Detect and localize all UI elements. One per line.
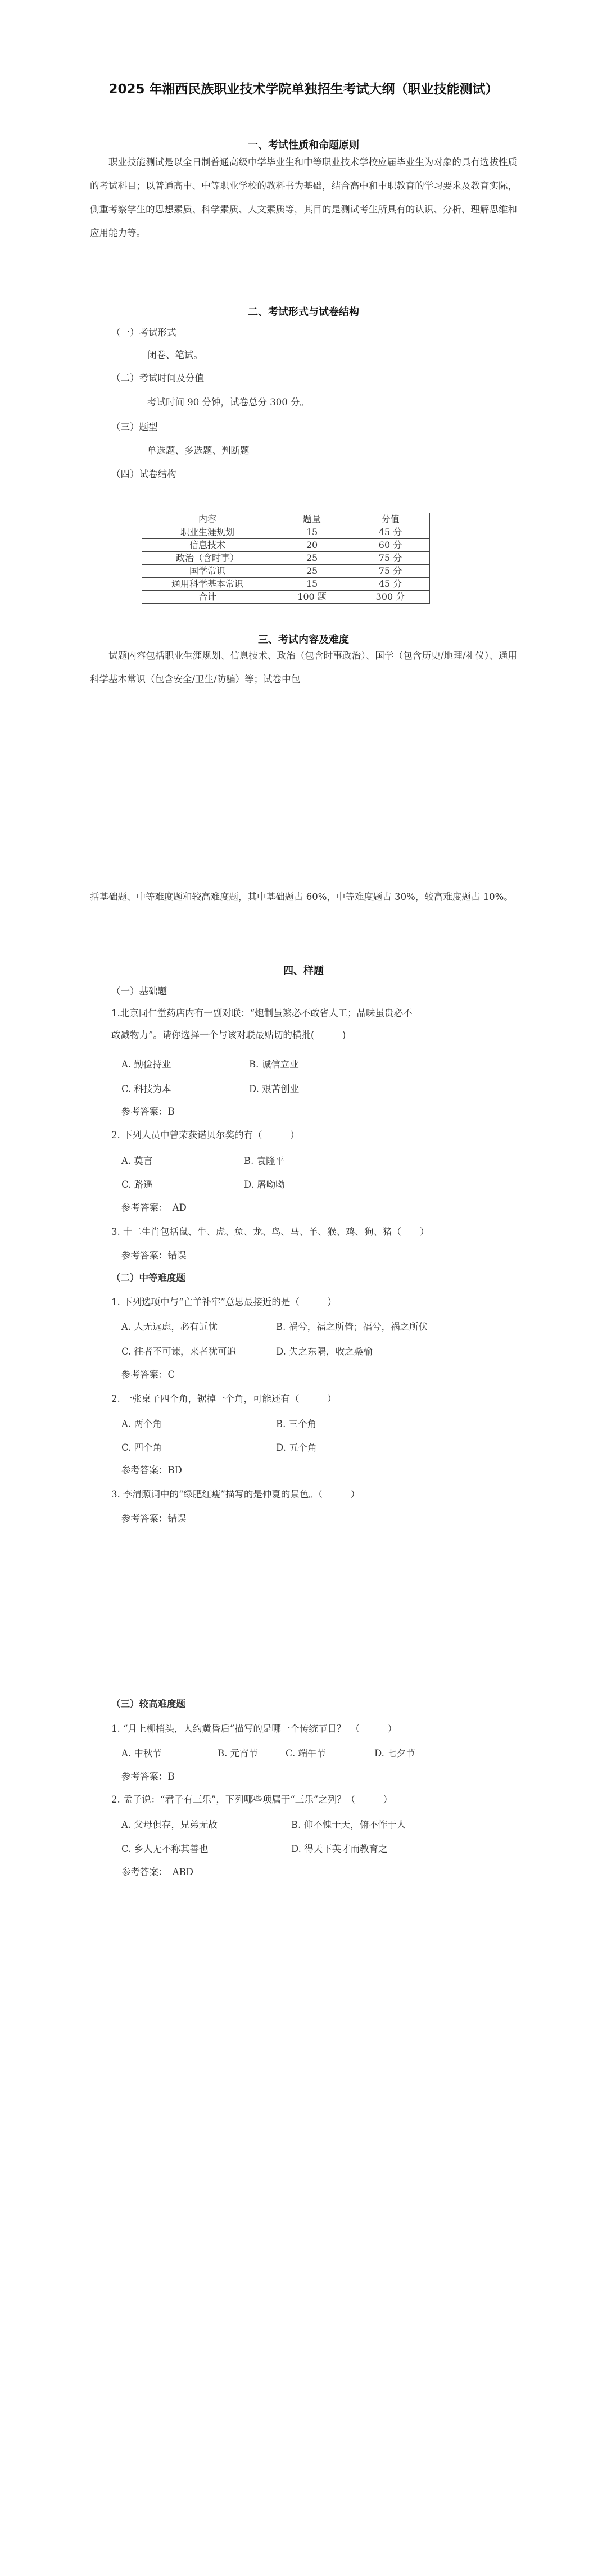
table-cell: 75 分 bbox=[351, 565, 430, 578]
hard-q2-option-d: D. 得天下英才而教育之 bbox=[291, 1844, 388, 1854]
table-cell: 45 分 bbox=[351, 526, 430, 539]
table-header-cell: 内容 bbox=[142, 513, 273, 526]
question-type-label: （三）题型 bbox=[111, 422, 158, 432]
section-3-body-part2: 括基础题、中等难度题和较高难度题，其中基础题占 60%，中等难度题占 30%，较高难度题占 10%。 bbox=[90, 891, 513, 902]
table-header-cell: 分值 bbox=[351, 513, 430, 526]
basic-q2: 2. 下列人员中曾荣获诺贝尔奖的有（ ） bbox=[111, 1130, 300, 1140]
basic-q2-option-a: A. 莫言 bbox=[121, 1156, 153, 1166]
basic-q1-option-c: C. 科技为本 bbox=[121, 1084, 171, 1094]
medium-q2-option-a: A. 两个角 bbox=[121, 1419, 162, 1429]
hard-q2-option-c: C. 乡人无不称其善也 bbox=[121, 1844, 209, 1854]
medium-q2-option-b: B. 三个角 bbox=[276, 1419, 317, 1429]
table-header-row bbox=[142, 513, 430, 526]
table-cell: 政治（含时事） bbox=[142, 552, 273, 565]
table-cell: 45 分 bbox=[351, 578, 430, 591]
table-cell: 300 分 bbox=[351, 591, 430, 604]
paper-structure-label: （四）试卷结构 bbox=[111, 469, 176, 479]
basic-q3: 3. 十二生肖包括鼠、牛、虎、兔、龙、鸟、马、羊、猴、鸡、狗、猪（ ） bbox=[111, 1226, 429, 1237]
medium-q2-option-d: D. 五个角 bbox=[276, 1442, 317, 1453]
table-cell: 通用科学基本常识 bbox=[142, 578, 273, 591]
basic-q2-option-d: D. 屠呦呦 bbox=[244, 1179, 285, 1190]
table-cell: 100 题 bbox=[273, 591, 351, 604]
basic-q1-answer: 参考答案：B bbox=[121, 1106, 175, 1117]
medium-questions-label: （二）中等难度题 bbox=[111, 1273, 185, 1283]
medium-q3-answer: 参考答案：错误 bbox=[121, 1513, 187, 1524]
section-4-heading: 四、样题 bbox=[283, 965, 324, 977]
hard-q1-option-a: A. 中秋节 bbox=[121, 1748, 162, 1759]
table-cell: 75 分 bbox=[351, 552, 430, 565]
table-cell: 合计 bbox=[142, 591, 273, 604]
document-title: 2025 年湘西民族职业技术学院单独招生考试大纲（职业技能测试） bbox=[108, 82, 499, 97]
score-table bbox=[142, 513, 430, 604]
table-cell: 职业生涯规划 bbox=[142, 526, 273, 539]
table-row bbox=[142, 578, 430, 591]
basic-q1-option-a: A. 勤俭持业 bbox=[121, 1059, 171, 1070]
hard-q1-answer: 参考答案：B bbox=[121, 1771, 175, 1782]
medium-q1-answer: 参考答案：C bbox=[121, 1369, 175, 1380]
section-3-body-part1: 试题内容包括职业生涯规划、信息技术、政治（包含时事政治）、国学（包含历史/地理/礼仪）、通用科学基本常识（包含安全/卫生/防骗）等；试卷中包 bbox=[90, 650, 517, 685]
hard-q2: 2. 孟子说：“君子有三乐”，下列哪些项属于“三乐”之列？（ ） bbox=[111, 1794, 393, 1805]
medium-q1-option-c: C. 往者不可谏，来者犹可追 bbox=[121, 1346, 237, 1357]
basic-q3-answer: 参考答案：错误 bbox=[121, 1250, 187, 1261]
table-cell: 20 bbox=[273, 539, 351, 552]
basic-q2-option-b: B. 袁隆平 bbox=[244, 1156, 285, 1166]
table-total-row bbox=[142, 591, 430, 604]
basic-questions-label: （一）基础题 bbox=[111, 986, 167, 997]
table-cell: 国学常识 bbox=[142, 565, 273, 578]
table-row bbox=[142, 539, 430, 552]
hard-q1-option-b: B. 元宵节 bbox=[218, 1748, 259, 1759]
table-header-cell: 题量 bbox=[273, 513, 351, 526]
table-row bbox=[142, 565, 430, 578]
medium-q1-option-d: D. 失之东隅，收之桑榆 bbox=[276, 1346, 373, 1357]
table-cell: 60 分 bbox=[351, 539, 430, 552]
basic-q1-option-d: D. 艰苦创业 bbox=[249, 1084, 300, 1094]
section-3-heading: 三、考试内容及难度 bbox=[258, 634, 349, 646]
basic-q2-answer: 参考答案： AD bbox=[121, 1202, 187, 1213]
medium-q1: 1. 下列选项中与“亡羊补牢”意思最接近的是（ ） bbox=[111, 1297, 337, 1307]
basic-q1-line2: 敢减物力”。请你选择一个与该对联最贴切的横批( ) bbox=[111, 1030, 346, 1040]
exam-form-label: （一）考试形式 bbox=[111, 327, 176, 338]
table-cell: 25 bbox=[273, 565, 351, 578]
medium-q1-option-b: B. 祸兮，福之所倚；福兮，祸之所伏 bbox=[276, 1321, 428, 1332]
basic-q1-line1: 1.北京同仁堂药店内有一副对联：“炮制虽繁必不敢省人工；品味虽贵必不 bbox=[111, 1008, 413, 1018]
medium-q3: 3. 李清照词中的“绿肥红瘦”描写的是仲夏的景色。（ ） bbox=[111, 1489, 360, 1500]
exam-form-content: 闭卷、笔试。 bbox=[147, 350, 203, 360]
question-type-content: 单选题、多选题、判断题 bbox=[147, 445, 250, 456]
table-row bbox=[142, 526, 430, 539]
table-cell: 15 bbox=[273, 578, 351, 591]
hard-q1: 1. “月上柳梢头，人约黄昏后”描写的是哪一个传统节日？ （ ） bbox=[111, 1723, 397, 1734]
hard-q2-answer: 参考答案： ABD bbox=[121, 1867, 194, 1877]
medium-q2-option-c: C. 四个角 bbox=[121, 1442, 162, 1453]
hard-questions-label: （三）较高难度题 bbox=[111, 1699, 185, 1709]
medium-q2: 2. 一张桌子四个角，锯掉一个角，可能还有（ ） bbox=[111, 1393, 337, 1404]
basic-q1-option-b: B. 诚信立业 bbox=[249, 1059, 299, 1070]
table-row bbox=[142, 552, 430, 565]
hard-q2-option-a: A. 父母俱存，兄弟无故 bbox=[121, 1819, 218, 1830]
exam-time-content: 考试时间 90 分钟，试卷总分 300 分。 bbox=[147, 397, 309, 408]
medium-q2-answer: 参考答案：BD bbox=[121, 1465, 182, 1475]
section-1-body: 职业技能测试是以全日制普通高级中学毕业生和中等职业技术学校应届毕业生为对象的具有选拔性质的考试科目；以普通高中、中等职业学校的教科书为基础，结合高中和中职教育的学习要求及教育实际，侧重考察学生的思想素质、科学素质、人文素质等，其目的是测试考生所具有的认识、分析、理解思维和应用能力等。 bbox=[90, 157, 517, 238]
table-cell: 信息技术 bbox=[142, 539, 273, 552]
hard-q1-option-c: C. 端午节 bbox=[286, 1748, 327, 1759]
exam-time-label: （二）考试时间及分值 bbox=[111, 373, 204, 383]
hard-q1-option-d: D. 七夕节 bbox=[374, 1748, 415, 1759]
table-cell: 15 bbox=[273, 526, 351, 539]
medium-q1-option-a: A. 人无远虑，必有近忧 bbox=[121, 1321, 218, 1332]
basic-q2-option-c: C. 路遥 bbox=[121, 1179, 153, 1190]
table-cell: 25 bbox=[273, 552, 351, 565]
hard-q2-option-b: B. 仰不愧于天，俯不怍于人 bbox=[291, 1819, 406, 1830]
section-1-heading: 一、考试性质和命题原则 bbox=[248, 139, 359, 151]
section-2-heading: 二、考试形式与试卷结构 bbox=[248, 306, 359, 318]
